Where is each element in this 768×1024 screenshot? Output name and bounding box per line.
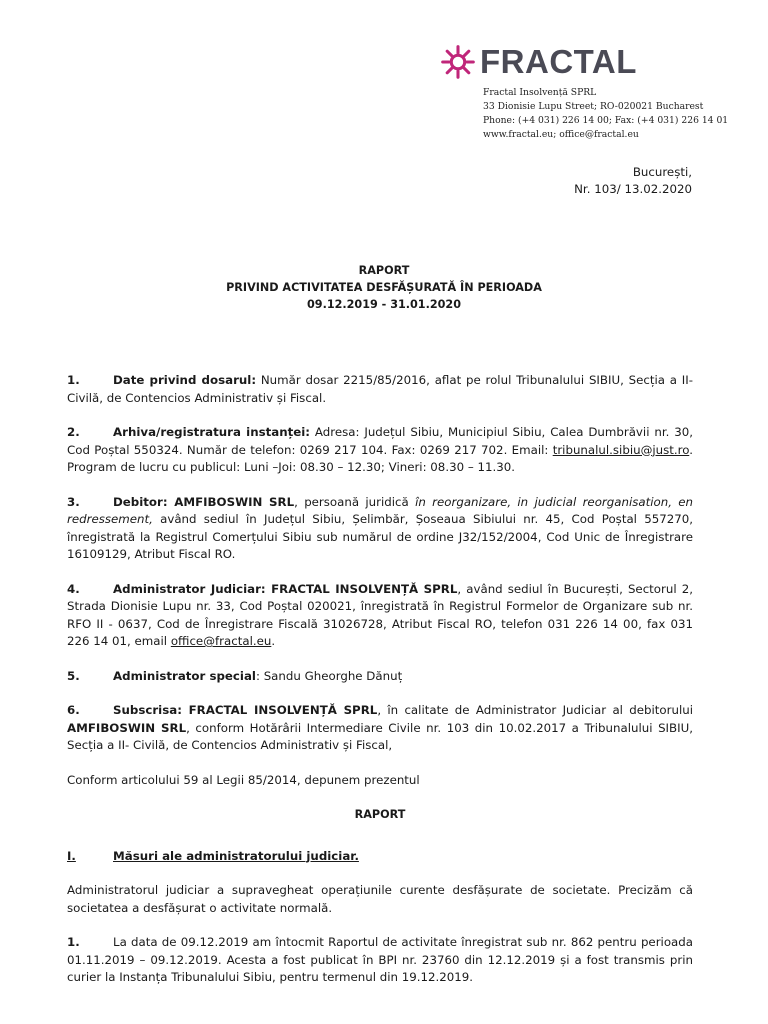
- reference-number: Nr. 103/ 13.02.2020: [574, 182, 692, 196]
- item-text: , în calitate de Administrator Judiciar al debitorului: [377, 703, 693, 717]
- fractal-logo: [440, 42, 637, 82]
- item-text: , având sediul în București, Sectorul 2, Strada Dionisie Lupu nr. 33, Cod Poștal 020021, înregistrată în Registrul Formelor de Organizare sub nr. RFO II - 0637, Cod de Înregistrare Fiscală 31026728, Atribut Fiscal RO, telefon 031 226 14 00, fax 031 226 14 01, email: [67, 581, 693, 648]
- company-address: 33 Dionisie Lupu Street; RO-020021 Bucharest: [483, 101, 704, 112]
- item-label: Debitor: AMFIBOSWIN SRL: [113, 494, 295, 509]
- item-number: 5.: [67, 668, 80, 683]
- item-text: : Sandu Gheorghe Dănuț: [255, 668, 403, 683]
- item-2: [67, 424, 693, 477]
- section-1-paragraph: Administratorul judiciar a supravegheat operațiunile curente desfășurate de societate. Precizăm că societatea a desfășurat o activitate normală.: [67, 883, 693, 915]
- item-number: 3.: [67, 494, 80, 509]
- item-3: [67, 494, 693, 564]
- section-1-item-1: [67, 934, 693, 987]
- company-web: www.fractal.eu; office@fractal.eu: [483, 129, 639, 140]
- title-line-1: RAPORT: [358, 264, 410, 277]
- company-contact-block: [483, 86, 728, 142]
- fractal-burst-icon: [440, 44, 476, 80]
- item-text-2: . Program de lucru cu publicul: Luni –Joi: 08.30 – 12.30; Vineri: 08.30 – 11.30.: [67, 442, 693, 474]
- section-1-heading: [67, 848, 693, 866]
- item-text-2: , conform Hotărârii Intermediare Civile nr. 103 din 10.02.2017 a Tribunalului SIBIU, Secția a II- Civilă, de Contencios Administrativ și Fiscal,: [67, 720, 693, 752]
- item-6: [67, 702, 693, 755]
- item-label: Date privind dosarul:: [113, 373, 257, 387]
- place-date-block: [574, 164, 692, 198]
- item-number: 1.: [67, 935, 80, 949]
- item-number: 4.: [67, 581, 80, 596]
- item-number: 2.: [67, 425, 80, 439]
- item-text: Număr dosar 2215/85/2016, aflat pe rolul Tribunalului SIBIU, Secția a II- Civilă, de Contencios Administrativ și Fiscal.: [67, 373, 693, 405]
- item-5: [67, 668, 693, 686]
- title-line-3: 09.12.2019 - 31.01.2020: [307, 298, 461, 311]
- item-label: Administrator special: [113, 668, 256, 683]
- section-number: I.: [67, 848, 76, 863]
- item-label: Subscrisa: FRACTAL INSOLVENȚĂ SPRL: [113, 703, 378, 717]
- item-text: La data de 09.12.2019 am întocmit Raportul de activitate înregistrat sub nr. 862 pentru perioada 01.11.2019 – 09.12.2019. Acesta a fost publicat în BPI nr. 23760 din 12.12.2019 și a fost transmis prin curier la Instanța Tribunalului Sibiu, pentru termenul din 19.12.2019.: [67, 935, 693, 984]
- item-text-2: .: [271, 634, 276, 648]
- logo-text: FRACTAL: [480, 43, 637, 80]
- company-phone: Phone: (+4 031) 226 14 00; Fax: (+4 031) 226 14 01: [483, 115, 729, 126]
- item-label: Arhiva/registratura instanței:: [113, 425, 311, 439]
- report-title: [0, 262, 768, 313]
- raport-heading: RAPORT: [354, 808, 406, 821]
- item-number: 1.: [67, 373, 80, 387]
- place: București,: [632, 165, 692, 179]
- item-label: Administrator Judiciar: FRACTAL INSOLVENȚĂ SPRL: [113, 581, 458, 596]
- item-bold: AMFIBOSWIN SRL: [67, 720, 187, 735]
- court-email-link[interactable]: tribunalul.sibiu@just.ro: [552, 442, 690, 457]
- item-text: Adresa: Județul Sibiu, Municipiul Sibiu, Calea Dumbrăvii nr. 30, Cod Poștal 550324. Număr de telefon: 0269 217 104. Fax: 0269 217 702. Email:: [67, 425, 693, 457]
- intro-line: Conform articolului 59 al Legii 85/2014, depunem prezentul: [67, 772, 420, 787]
- document-body: [67, 372, 693, 1004]
- item-italic: în reorganizare, in judicial reorganisation, en redressement,: [67, 494, 694, 526]
- office-email-link[interactable]: office@fractal.eu: [170, 634, 272, 648]
- item-4: [67, 581, 693, 651]
- section-title: Măsuri ale administratorului judiciar.: [113, 848, 359, 863]
- item-number: 6.: [67, 703, 80, 717]
- title-line-2: PRIVIND ACTIVITATEA DESFĂȘURATĂ ÎN PERIOADA: [226, 281, 542, 294]
- item-text-2: având sediul în Județul Sibiu, Șelimbăr, Șoseaua Sibiului nr. 45, Cod Poștal 557270, înregistrată la Registrul Comerțului Sibiu sub numărul de ordine J32/152/2004, Cod Unic de Înregistrare 16109129, Atribut Fiscal RO.: [67, 512, 693, 561]
- company-name: Fractal Insolvență SPRL: [483, 87, 597, 98]
- item-1: [67, 372, 693, 407]
- item-text: , persoană juridică: [294, 494, 416, 509]
